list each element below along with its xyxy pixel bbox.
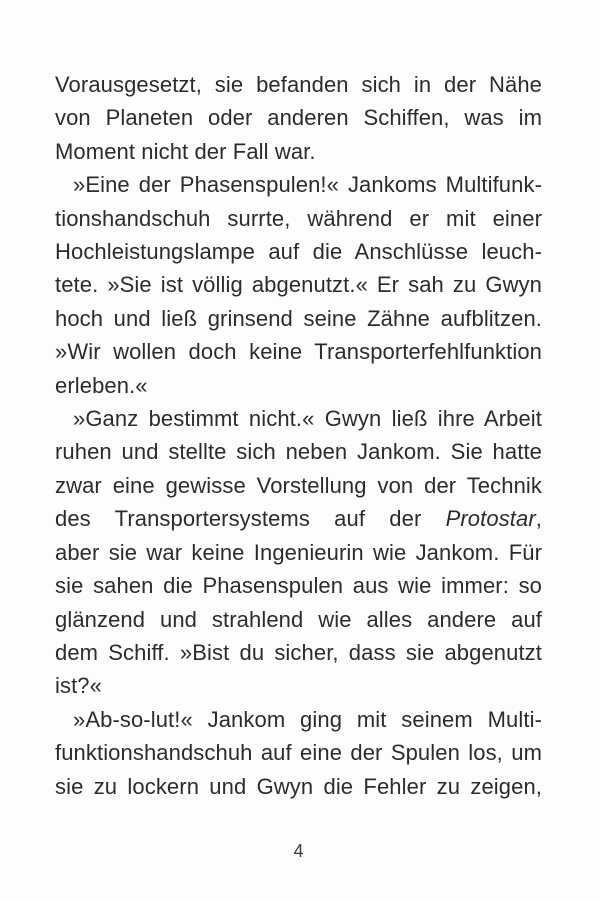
text-line: funktionshandschuh auf eine der Spulen los, um (55, 740, 542, 766)
text-line: »Wir wollen doch keine Transporterfehlfunktion (55, 339, 542, 365)
text-line: glänzend und strahlend wie alles andere auf (55, 606, 542, 632)
text-line: von Planeten oder anderen Schiffen, was im (55, 105, 542, 131)
text-line: sie zu lockern und Gwyn die Fehler zu zeigen, (55, 773, 542, 799)
text-line: Vorausgesetzt, sie befanden sich in der Nähe (55, 72, 542, 97)
text-line: Hochleistungslampe auf die Anschlüsse leuch- (55, 239, 542, 265)
text-line: sie sahen die Phasenspulen aus wie immer: so (55, 573, 542, 599)
text-line: tete. »Sie ist völlig abgenutzt.« Er sah zu Gwyn (55, 272, 542, 298)
paragraph (55, 68, 542, 168)
paragraph (55, 703, 542, 803)
ship-name-italic: Protostar (445, 506, 536, 532)
text-line: dem Schiff. »Bist du sicher, dass sie abgenutzt (55, 639, 542, 665)
paragraph (55, 402, 542, 703)
text-line: »Ganz bestimmt nicht.« Gwyn ließ ihre Arbeit (73, 406, 542, 432)
page-number: 4 (293, 840, 304, 861)
text-segment: , (535, 506, 542, 532)
text-line: aber sie war keine Ingenieurin wie Jankom. Für (55, 539, 542, 565)
text-line: Moment nicht der Fall war. (55, 138, 316, 164)
text-line: »Ab-so-lut!« Jankom ging mit seinem Multi- (73, 706, 542, 732)
text-line (55, 502, 542, 535)
text-line: ruhen und stellte sich neben Jankom. Sie hatte (55, 439, 542, 465)
text-line: erleben.« (55, 372, 148, 398)
text-line: »Eine der Phasenspulen!« Jankoms Multifunk- (73, 172, 542, 198)
text-line: hoch und ließ grinsend seine Zähne aufblitzen. (55, 305, 542, 331)
paragraph (55, 168, 542, 402)
text-segment: des Transportersystems auf der (55, 506, 446, 532)
text-line: zwar eine gewisse Vorstellung von der Technik (55, 472, 542, 498)
text-line: tionshandschuh surrte, während er mit einer (55, 205, 542, 231)
text-block (55, 68, 542, 803)
text-line: ist?« (55, 673, 102, 699)
